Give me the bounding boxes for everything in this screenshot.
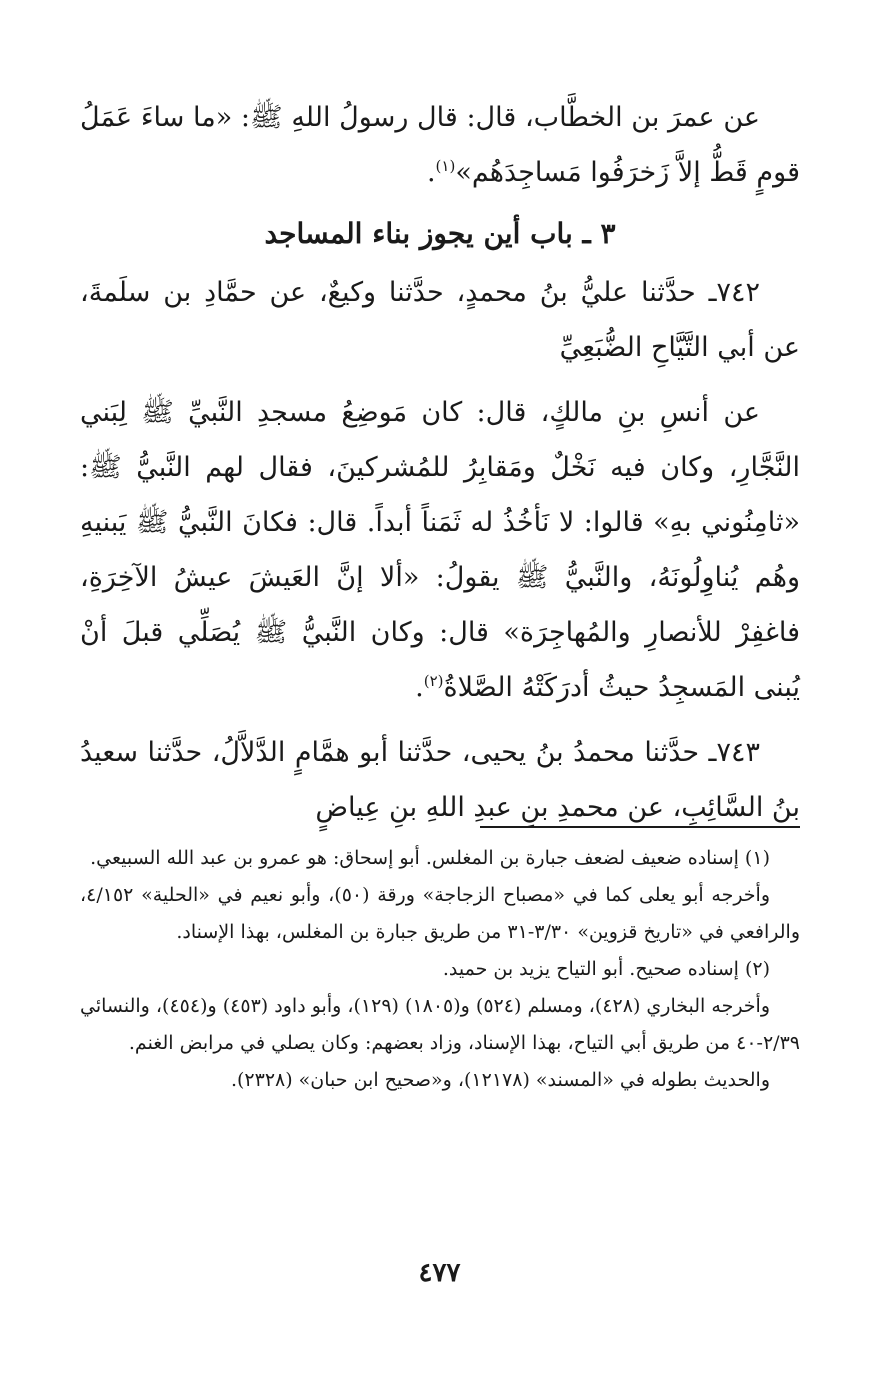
chapter-heading: ٣ ـ باب أين يجوز بناء المساجد xyxy=(264,217,616,250)
footnote-ref-2: (٢) xyxy=(423,672,444,690)
footnote-1: (١) إسناده ضعيف لضعف جبارة بن المغلس. أبو إسحاق: هو عمرو بن عبد الله السبيعي. xyxy=(90,847,770,869)
footnote-ref-1: (١) xyxy=(435,157,456,175)
main-text xyxy=(80,90,800,835)
hadith-741-text: عن عمرَ بن الخطَّاب، قال: قال رسولُ اللهِ ﷺ: «ما ساءَ عَمَلُ قومٍ قَطُّ إلاَّ زَخرَفُوا مَساجِدَهُم»$^{(١)}$. xyxy=(80,102,800,188)
hadith-742-chain: ٧٤٢ـ حدَّثنا عليُّ بنُ محمدٍ، حدَّثنا وكيعٌ، عن حمَّادِ بن سلَمةَ، عن أبي التَّيَّاحِ الضُّبَعِيِّ xyxy=(80,277,800,363)
page-number: ٤٧٧ xyxy=(418,1258,461,1288)
footnote-2-sources: وأخرجه البخاري (٤٢٨)، ومسلم (٥٢٤) و(١٨٠٥) (١٢٩)، وأبو داود (٤٥٣) و(٤٥٤)، والنسائي ٢/٣٩-٤٠ من طريق أبي التياح، بهذا الإسناد، وزاد بعضهم: وكان يصلي في مرابض الغنم. xyxy=(80,995,800,1054)
hadith-742-text: عن أنسِ بنِ مالكٍ، قال: كان مَوضِعُ مسجدِ النَّبيِّ ﷺ لِبَني النَّجَّارِ، وكان فيه نَخْلٌ ومَقابِرُ للمُشركينَ، فقال لهم النَّبيُّ ﷺ: «ثامِنُوني بهِ» قالوا: لا نَأخُذُ له ثَمَناً أبداً. قال: فكانَ النَّبيُّ ﷺ يَبنيهِ وهُم يُناوِلُونَهُ، والنَّبيُّ ﷺ يقولُ: «ألا إنَّ العَيشَ عيشُ الآخِرَةِ، فاغفِرْ للأنصارِ والمُهاجِرَة» قال: وكان النَّبيُّ ﷺ يُصَلِّي قبلَ أنْ يُبنى المَسجِدُ حيثُ أدرَكَتْهُ الصَّلاةُ$^{(٢)}$. xyxy=(80,397,800,703)
hadith-743-chain: ٧٤٣ـ حدَّثنا محمدُ بنُ يحيى، حدَّثنا أبو همَّامٍ الدَّلاَّلُ، حدَّثنا سعيدُ بنُ السَّائِبِ، عن محمدِ بنِ عبدِ اللهِ بنِ عِياضٍ xyxy=(80,737,800,823)
footnote-2-musnad: والحديث بطوله في «المسند» (١٢١٧٨)، و«صحيح ابن حبان» (٢٣٢٨). xyxy=(230,1069,770,1091)
footnote-2: (٢) إسناده صحيح. أبو التياح يزيد بن حميد. xyxy=(442,958,770,980)
footnotes xyxy=(80,840,800,1099)
footnote-divider xyxy=(480,826,800,828)
footnote-1-sources: وأخرجه أبو يعلى كما في «مصباح الزجاجة» ورقة (٥٠)، وأبو نعيم في «الحلية» ٤/١٥٢، والرافعي في «تاريخ قزوين» ٣/٣٠-٣١ من طريق جبارة بن المغلس، بهذا الإسناد. xyxy=(80,884,800,943)
